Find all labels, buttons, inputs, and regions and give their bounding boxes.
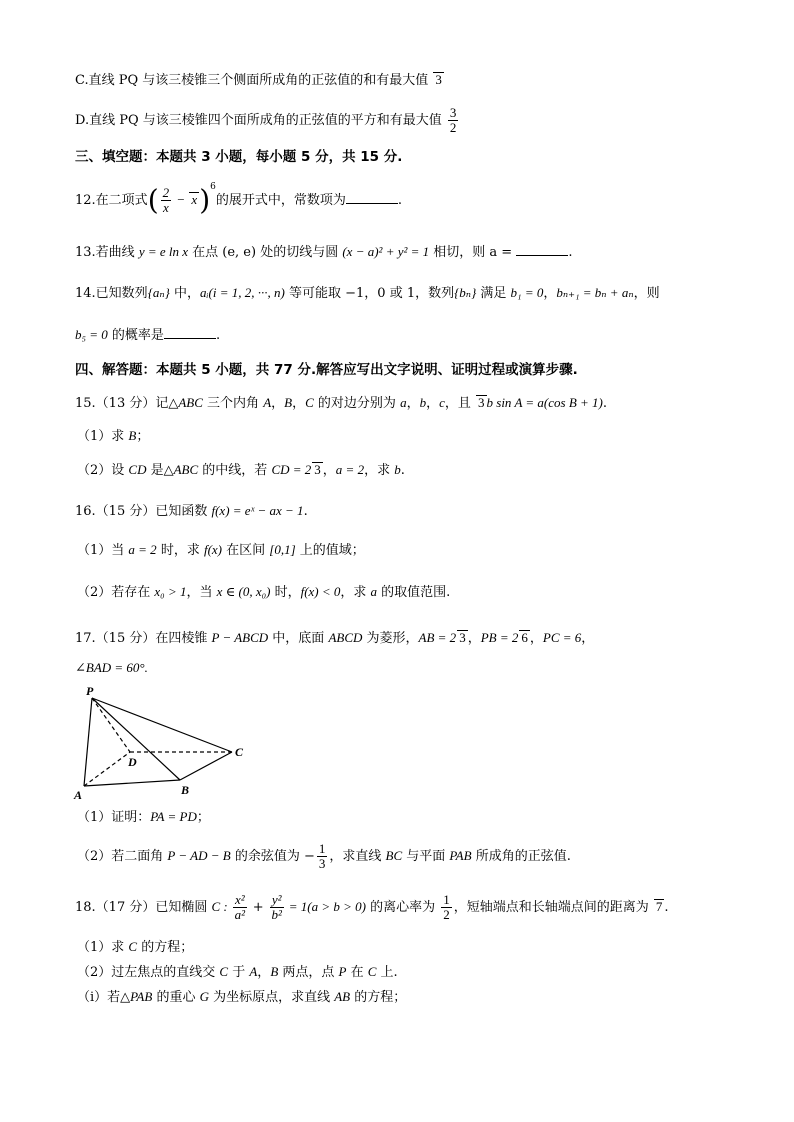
- question-13: 13.若曲线 y = e ln x 在点 (e, e) 处的切线与圆 (x − a)² + y² = 1 相切，则 a = .: [75, 244, 573, 260]
- section-heading-fill-in: 三、填空题：本题共 3 小题，每小题 5 分，共 15 分.: [75, 149, 403, 165]
- question-18-part-2-i: （i）若△PAB 的重心 G 为坐标原点，求直线 AB 的方程；: [77, 989, 407, 1005]
- fraction: $\frac{\text{x²}}{\text{a²}}$: [234, 892, 246, 922]
- question-14-line-1: 14.已知数列{aₙ} 中，aᵢ(i = 1, 2, ···, n) 等可能取 −1，0 或 1，数列{bₙ} 满足 b₁ = 0，bₙ₊₁ = bₙ + aₙ，则: [75, 285, 660, 301]
- edge-AD-hidden: [84, 752, 130, 786]
- question-17: 17.（15 分）在四棱锥 P − ABCD 中，底面 ABCD 为菱形，AB = 2 3 ，PB = 2 6 ，PC = 6，: [75, 630, 595, 646]
- answer-blank: [346, 191, 398, 204]
- question-18: 18.（17 分）已知椭圆 C : $\frac{\text{x²}}{\text{a²}}$ + $\frac{\text{y²}}{\text{b²}}$ = 1(a > b > 0) 的离心率为 $\frac{1}{2}$ ，短轴端点和长轴端点间的距离为 7 .: [75, 892, 669, 922]
- question-16-part-2: （2）若存在 x₀ > 1，当 x ∈ (0, x₀) 时，f(x) < 0，求 a 的取值范围.: [77, 584, 451, 600]
- question-15-part-2: （2）设 CD 是△ABC 的中线，若 CD = 2 3 ，a = 2，求 b.: [77, 462, 405, 478]
- sqrt-value: 3: [435, 72, 442, 87]
- edge-BC: [180, 752, 232, 780]
- answer-blank: [164, 326, 216, 339]
- fraction: $\frac{2}{x}$: [162, 185, 170, 215]
- question-16-part-1: （1）当 a = 2 时，求 f(x) 在区间 [0,1] 上的值域；: [77, 542, 365, 558]
- label-A: A: [74, 788, 83, 802]
- label-D: D: [128, 755, 137, 769]
- option-d: D.直线 PQ 与该三棱锥四个面所成角的正弦值的平方和有最大值 $\frac{3}{2}$: [75, 105, 457, 135]
- edge-PD-hidden: [92, 698, 130, 752]
- sqrt-x: x: [191, 192, 198, 207]
- fraction: $\frac{1}{2}$: [443, 892, 450, 922]
- question-16: 16.（15 分）已知函数 f(x) = eˣ − ax − 1.: [75, 503, 308, 519]
- label-P: P: [86, 684, 94, 698]
- question-17-part-2: （2）若二面角 P − AD − B 的余弦值为 − $\frac{1}{3}$ ，求直线 BC 与平面 PAB 所成角的正弦值.: [77, 841, 571, 871]
- answer-blank: [516, 243, 568, 256]
- label-B: B: [181, 783, 190, 797]
- question-15-part-1: （1）求 B；: [77, 428, 150, 444]
- section-heading-solutions: 四、解答题：本题共 5 小题，共 77 分.解答应写出文字说明、证明过程或演算步骤.: [75, 362, 578, 378]
- question-14-line-2: b₅ = 0 的概率是 .: [75, 327, 221, 343]
- edge-PC: [92, 698, 232, 752]
- fraction: $\frac{1}{3}$: [318, 841, 326, 871]
- question-18-part-2: （2）过左焦点的直线交 C 于 A，B 两点，点 P 在 C 上.: [77, 964, 398, 980]
- edge-PA: [84, 698, 92, 786]
- question-15: 15.（13 分）记△ABC 三个内角 A，B，C 的对边分别为 a，b，c，且 3 b sin A = a(cos B + 1).: [75, 395, 608, 411]
- question-12: 12.在二项式( $\frac{2}{x}$ − x)$^6$的展开式中，常数项为 .: [75, 181, 403, 217]
- fraction: $\frac{\text{y²}}{\text{b²}}$: [271, 892, 282, 922]
- edge-AB: [84, 780, 180, 786]
- question-17-line-2: ∠BAD = 60°.: [75, 660, 148, 675]
- fraction: $\frac{3}{2}$: [449, 105, 457, 135]
- pyramid-figure: [72, 684, 252, 802]
- question-18-part-1: （1）求 C 的方程；: [77, 939, 194, 955]
- option-c: C.直线 PQ 与该三棱锥三个侧面所成角的正弦值的和有最大值 3: [75, 72, 442, 88]
- question-17-part-1: （1）证明：PA = PD；: [77, 809, 210, 825]
- label-C: C: [235, 745, 244, 759]
